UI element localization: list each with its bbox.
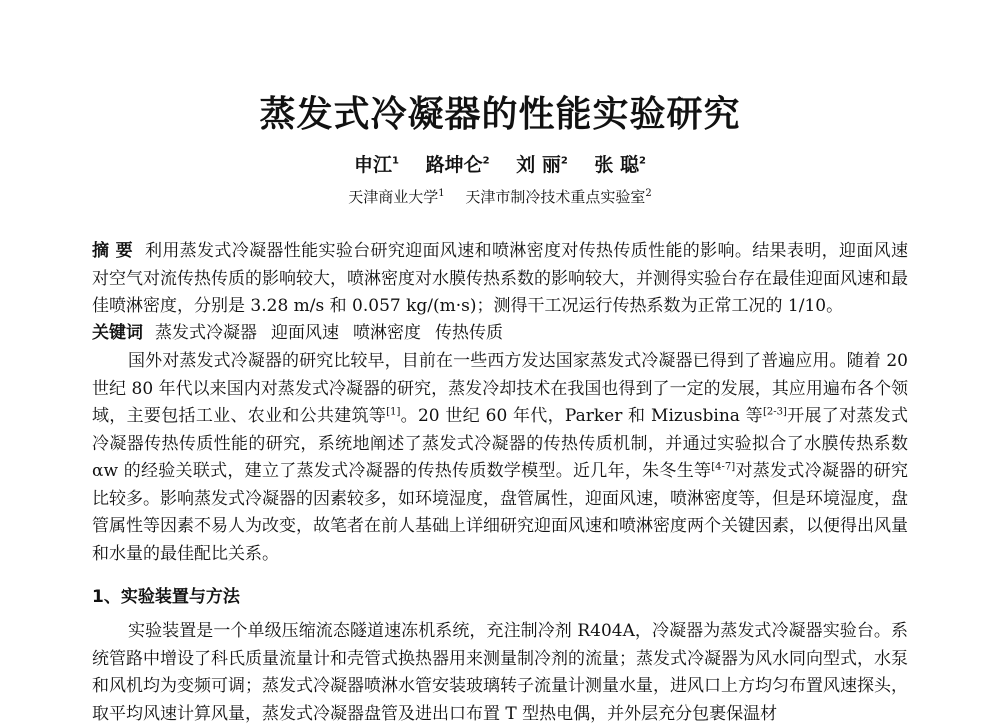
keyword: 迎面风速 (271, 323, 339, 343)
keyword: 喷淋密度 (353, 323, 421, 343)
intro-paragraph: 国外对蒸发式冷凝器的研究比较早，目前在一些西方发达国家蒸发式冷凝器已得到了普遍应用。随着 20 世纪 80 年代以来国内对蒸发式冷凝器的研究，蒸发冷却技术在我国也得到了一定的发展，其应用遍布各个领域，主要包括工业、农业和公共建筑等[1]。20 世纪 60 年代，Parker 和 Mizusbina 等[2-3]开展了对蒸发式冷凝器传热传质性能的研究，系统地阐述了蒸发式冷凝器的传热传质机制，并通过实验拟合了水膜传热系数 αw 的经验关联式，建立了蒸发式冷凝器的传热传质数学模型。近几年，朱冬生等[4-7]对蒸发式冷凝器的研究比较多。影响蒸发式冷凝器的因素较多，如环境湿度，盘管属性，迎面风速，喷淋密度等，但是环境湿度，盘管属性等因素不易人为改变，故笔者在前人基础上详细研究迎面风速和喷淋密度两个关键因素，以便得出风量和水量的最佳配比关系。 (92, 351, 908, 564)
author: 刘 丽$^2$ (516, 154, 568, 176)
section-heading: 1、实验装置与方法 (92, 587, 240, 607)
citation[interactable]: [1] (386, 406, 401, 418)
affiliation: 天津商业大学$^1$ (348, 188, 445, 206)
abstract-text: 利用蒸发式冷凝器性能实验台研究迎面风速和喷淋密度对传热传质性能的影响。结果表明，迎面风速对空气对流传热传质的影响较大，喷淋密度对水膜传热系数的影响较大，并测得实验台存在最佳迎面风速和最佳喷淋密度，分别是 3.28 m/s 和 0.057 kg/(m·s)；测得干工况运行传热系数为正常工况的 1/10。 (92, 241, 908, 316)
author: 张 聪$^2$ (594, 154, 647, 176)
author: 路坤仑$^2$ (425, 154, 490, 176)
paper-title: 蒸发式冷凝器的性能实验研究 (259, 94, 741, 135)
affiliation-list (0, 186, 1000, 207)
keywords-label: 关键词 (92, 323, 143, 343)
citation[interactable]: [2-3] (762, 406, 787, 418)
section-paragraph: 实验装置是一个单级压缩流态隧道速冻机系统，充注制冷剂 R404A，冷凝器为蒸发式冷凝器实验台。系统管路中增设了科氏质量流量计和壳管式换热器用来测量制冷剂的流量；蒸发式冷凝器为风水同向型式，水泵和风机均为变频可调；蒸发式冷凝器喷淋水管安装玻璃转子流量计测量水量，进风口上方均匀布置风速探头，取平均风速计算风量，蒸发式冷凝器盘管及进出口布置 T 型热电偶，并外层充分包裹保温材 (92, 621, 908, 724)
keyword: 传热传质 (435, 323, 503, 343)
citation[interactable]: [4-7] (711, 461, 736, 473)
keyword: 蒸发式冷凝器 (155, 323, 257, 343)
abstract (92, 238, 908, 321)
abstract-label: 摘 要 (92, 241, 133, 261)
affiliation: 天津市制冷技术重点实验室$^2$ (465, 188, 652, 206)
keywords (92, 320, 908, 348)
author-list (0, 150, 1000, 177)
author: 申江$^1$ (353, 154, 399, 176)
